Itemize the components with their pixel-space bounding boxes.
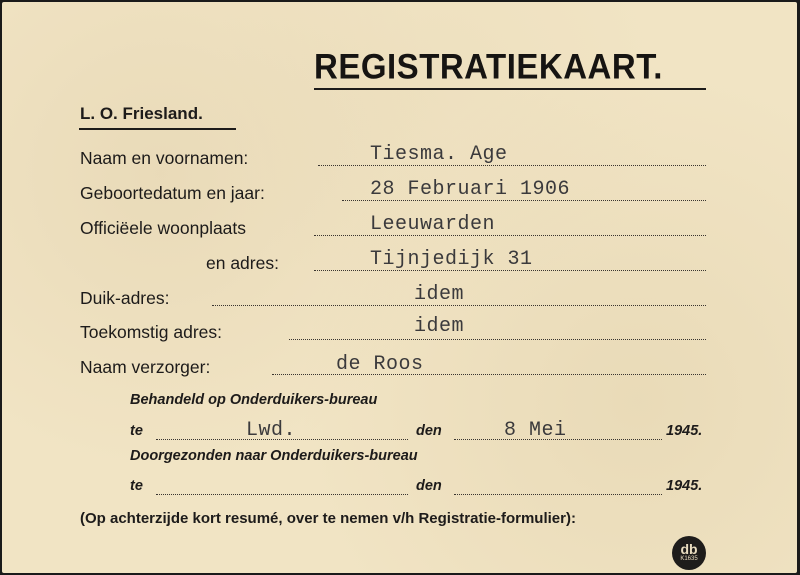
organization-underline bbox=[79, 128, 236, 130]
processed-heading: Behandeld op Onderduikers-bureau bbox=[130, 392, 378, 408]
residence-value: Leeuwarden bbox=[370, 213, 496, 236]
processed-den-label: den bbox=[416, 423, 442, 439]
forwarded-heading: Doorgezonden naar Onderduikers-bureau bbox=[130, 448, 418, 464]
forwarded-year: 1945. bbox=[666, 478, 703, 494]
processed-te-label: te bbox=[130, 423, 143, 439]
address-value: Tijnjedijk 31 bbox=[370, 248, 533, 271]
name-label: Naam en voornamen: bbox=[80, 148, 249, 168]
printer-logo bbox=[672, 536, 706, 570]
printer-logo-code: K1635 bbox=[680, 556, 698, 562]
registration-card bbox=[2, 2, 797, 573]
footer-note: (Op achterzijde kort resumé, over te nemen v/h Registratie-formulier): bbox=[80, 510, 576, 527]
residence-label: Officiëele woonplaats bbox=[80, 218, 247, 238]
title-underline bbox=[314, 88, 706, 90]
future-address-label: Toekomstig adres: bbox=[80, 322, 223, 342]
birth-value: 28 Februari 1906 bbox=[370, 178, 571, 201]
forwarded-place-dotted-line bbox=[156, 494, 408, 495]
processed-year: 1945. bbox=[666, 423, 703, 439]
processed-date-value: 8 Mei bbox=[504, 419, 567, 442]
organization-name: L. O. Friesland. bbox=[80, 104, 203, 123]
hiding-address-label: Duik-adres: bbox=[80, 288, 170, 308]
birth-label: Geboortedatum en jaar: bbox=[80, 183, 265, 203]
guardian-value: de Roos bbox=[336, 353, 424, 376]
processed-place-value: Lwd. bbox=[246, 419, 297, 442]
hiding-address-value: idem bbox=[414, 283, 465, 306]
printer-logo-letters: db bbox=[680, 541, 698, 557]
guardian-label: Naam verzorger: bbox=[80, 357, 211, 377]
forwarded-den-label: den bbox=[416, 478, 442, 494]
forwarded-te-label: te bbox=[130, 478, 143, 494]
future-address-value: idem bbox=[414, 315, 465, 338]
card-title: REGISTRATIEKAART. bbox=[314, 46, 663, 86]
address-label: en adres: bbox=[206, 253, 279, 273]
future-address-dotted-line bbox=[289, 339, 706, 340]
name-value: Tiesma. Age bbox=[370, 143, 508, 166]
forwarded-date-dotted-line bbox=[454, 494, 662, 495]
